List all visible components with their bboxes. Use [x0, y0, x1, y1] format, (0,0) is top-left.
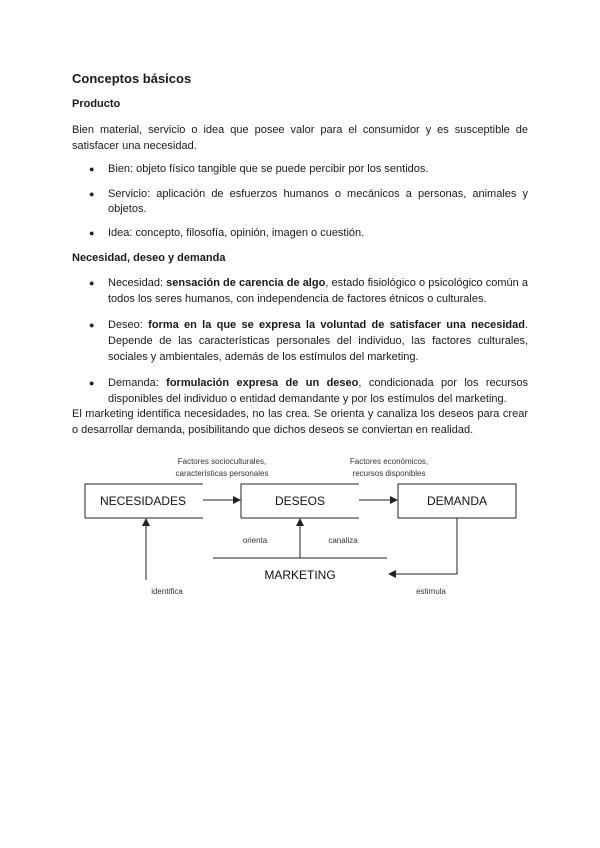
list-item: ● Bien: objeto físico tangible que se puede percibir por los sentidos.: [89, 163, 429, 175]
producto-definition: Bien material, servicio o idea que posee valor para el consumidor y es susceptible de satisfacer una necesidad.: [72, 124, 528, 152]
bullet-icon: ●: [89, 278, 95, 288]
label-orienta: orienta: [242, 536, 268, 545]
list-item: ● Demanda: formulación expresa de un deseo, condicionada por los recursos disponibles del individuo o entidad demandante y por los estímulos del marketing.: [89, 377, 528, 405]
section-heading-producto: Producto: [72, 98, 121, 110]
producto-bullet-list: [72, 162, 528, 241]
bullet-icon: ●: [89, 378, 95, 388]
bullet-icon: ●: [89, 320, 95, 330]
box-label-necesidades: NECESIDADES: [99, 494, 187, 508]
marketing-diagram: [0, 448, 600, 608]
marketing-label: MARKETING: [264, 568, 336, 582]
page-title: Conceptos básicos: [72, 71, 192, 86]
closing-paragraph: El marketing identifica necesidades, no las crea. Se orienta y canaliza los deseos para crear o desarrollar demanda, posibilitando que dichos deseos se conviertan en realidad.: [72, 408, 528, 436]
bullet-icon: ●: [89, 164, 95, 174]
arrow-estimula: [389, 518, 457, 574]
section-heading-necesidad-deseo-demanda: Necesidad, deseo y demanda: [72, 252, 226, 264]
label-factores-socio-2: características personales: [175, 469, 269, 478]
list-item: ● Necesidad: sensación de carencia de algo, estado fisiológico o psicológico común a todos los seres humanos, con independencia de factores étnicos o culturales.: [89, 277, 528, 305]
label-estimula: estimula: [416, 587, 446, 596]
bullet-icon: ●: [89, 189, 95, 199]
label-factores-eco-1: Factores económicos,: [349, 457, 429, 466]
label-identifica: identifica: [151, 587, 183, 596]
bullet-icon: ●: [89, 228, 95, 238]
list-item: ● Idea: concepto, filosofía, opinión, imagen o cuestión.: [89, 227, 365, 239]
label-factores-socio-1: Factores socioculturales,: [177, 457, 267, 466]
label-factores-eco-2: recursos disponibles: [352, 469, 426, 478]
label-canaliza: canaliza: [328, 536, 358, 545]
box-label-deseos: DESEOS: [274, 494, 326, 508]
nnd-bullet-list: [72, 275, 528, 407]
box-label-demanda: DEMANDA: [426, 494, 488, 508]
list-item: ● Deseo: forma en la que se expresa la voluntad de satisfacer una necesidad. Depende de las características personales del individuo, las factores culturales, sociales y ambientales, además de los estímulos del marketing.: [89, 319, 528, 363]
list-item: ● Servicio: aplicación de esfuerzos humanos o mecánicos a personas, animales y objetos.: [89, 188, 528, 215]
